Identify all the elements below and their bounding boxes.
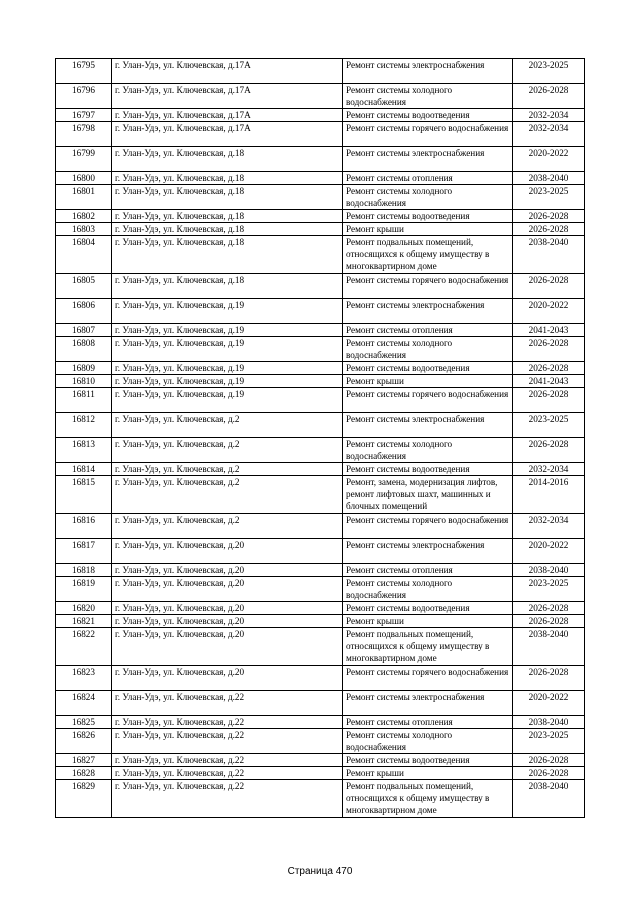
work-type-cell: Ремонт системы электроснабжения (343, 59, 513, 84)
period-cell: 2032-2034 (513, 122, 585, 147)
period-cell: 2038-2040 (513, 236, 585, 274)
table-row (56, 274, 585, 299)
work-type-cell: Ремонт системы электроснабжения (343, 539, 513, 564)
address-cell: г. Улан-Удэ, ул. Ключевская, д.17А (112, 109, 343, 122)
period-cell: 2038-2040 (513, 628, 585, 666)
row-number: 16804 (56, 236, 112, 274)
table-row (56, 476, 585, 514)
work-type-cell: Ремонт системы холодного водоснабжения (343, 84, 513, 109)
address-cell: г. Улан-Удэ, ул. Ключевская, д.22 (112, 767, 343, 780)
table-row (56, 388, 585, 413)
row-number: 16797 (56, 109, 112, 122)
table-row (56, 324, 585, 337)
work-type-cell: Ремонт системы отопления (343, 716, 513, 729)
row-number: 16819 (56, 577, 112, 602)
work-type-cell: Ремонт системы отопления (343, 564, 513, 577)
row-number: 16814 (56, 463, 112, 476)
page-number: Страница 470 (287, 866, 353, 877)
row-number: 16795 (56, 59, 112, 84)
period-cell: 2032-2034 (513, 514, 585, 539)
period-cell: 2026-2028 (513, 223, 585, 236)
row-number: 16818 (56, 564, 112, 577)
row-number: 16799 (56, 147, 112, 172)
row-number: 16822 (56, 628, 112, 666)
period-cell: 2023-2025 (513, 729, 585, 754)
period-cell: 2026-2028 (513, 767, 585, 780)
address-cell: г. Улан-Удэ, ул. Ключевская, д.22 (112, 729, 343, 754)
address-cell: г. Улан-Удэ, ул. Ключевская, д.17А (112, 84, 343, 109)
work-type-cell: Ремонт системы электроснабжения (343, 147, 513, 172)
table-row (56, 539, 585, 564)
work-type-cell: Ремонт системы водоотведения (343, 210, 513, 223)
address-cell: г. Улан-Удэ, ул. Ключевская, д.18 (112, 223, 343, 236)
row-number: 16815 (56, 476, 112, 514)
period-cell: 2041-2043 (513, 324, 585, 337)
work-type-cell: Ремонт системы холодного водоснабжения (343, 438, 513, 463)
row-number: 16802 (56, 210, 112, 223)
period-cell: 2020-2022 (513, 299, 585, 324)
address-cell: г. Улан-Удэ, ул. Ключевская, д.17А (112, 59, 343, 84)
period-cell: 2014-2016 (513, 476, 585, 514)
address-cell: г. Улан-Удэ, ул. Ключевская, д.19 (112, 337, 343, 362)
row-number: 16812 (56, 413, 112, 438)
row-number: 16801 (56, 185, 112, 210)
address-cell: г. Улан-Удэ, ул. Ключевская, д.20 (112, 666, 343, 691)
address-cell: г. Улан-Удэ, ул. Ключевская, д.19 (112, 299, 343, 324)
address-cell: г. Улан-Удэ, ул. Ключевская, д.2 (112, 438, 343, 463)
work-type-cell: Ремонт системы электроснабжения (343, 299, 513, 324)
address-cell: г. Улан-Удэ, ул. Ключевская, д.20 (112, 564, 343, 577)
address-cell: г. Улан-Удэ, ул. Ключевская, д.19 (112, 388, 343, 413)
work-type-cell: Ремонт системы электроснабжения (343, 691, 513, 716)
period-cell: 2023-2025 (513, 413, 585, 438)
address-cell: г. Улан-Удэ, ул. Ключевская, д.17А (112, 122, 343, 147)
table-row (56, 375, 585, 388)
period-cell: 2023-2025 (513, 577, 585, 602)
period-cell: 2032-2034 (513, 109, 585, 122)
table-row (56, 463, 585, 476)
address-cell: г. Улан-Удэ, ул. Ключевская, д.22 (112, 716, 343, 729)
address-cell: г. Улан-Удэ, ул. Ключевская, д.19 (112, 324, 343, 337)
work-type-cell: Ремонт подвальных помещений, относящихся к общему имуществу в многоквартирном доме (343, 628, 513, 666)
work-type-cell: Ремонт системы водоотведения (343, 362, 513, 375)
period-cell: 2020-2022 (513, 691, 585, 716)
work-type-cell: Ремонт системы холодного водоснабжения (343, 185, 513, 210)
work-type-cell: Ремонт системы горячего водоснабжения (343, 122, 513, 147)
work-type-cell: Ремонт системы холодного водоснабжения (343, 729, 513, 754)
address-cell: г. Улан-Удэ, ул. Ключевская, д.22 (112, 780, 343, 818)
address-cell: г. Улан-Удэ, ул. Ключевская, д.18 (112, 210, 343, 223)
row-number: 16800 (56, 172, 112, 185)
table-row (56, 780, 585, 818)
table-row (56, 122, 585, 147)
period-cell: 2032-2034 (513, 463, 585, 476)
work-type-cell: Ремонт системы водоотведения (343, 463, 513, 476)
address-cell: г. Улан-Удэ, ул. Ключевская, д.2 (112, 476, 343, 514)
period-cell: 2038-2040 (513, 716, 585, 729)
period-cell: 2026-2028 (513, 274, 585, 299)
table-row (56, 59, 585, 84)
address-cell: г. Улан-Удэ, ул. Ключевская, д.18 (112, 236, 343, 274)
table-row (56, 147, 585, 172)
row-number: 16825 (56, 716, 112, 729)
work-type-cell: Ремонт системы водоотведения (343, 754, 513, 767)
row-number: 16821 (56, 615, 112, 628)
work-type-cell: Ремонт крыши (343, 375, 513, 388)
row-number: 16798 (56, 122, 112, 147)
table-row (56, 185, 585, 210)
work-type-cell: Ремонт системы электроснабжения (343, 413, 513, 438)
table-row (56, 716, 585, 729)
table-row (56, 754, 585, 767)
table-row (56, 236, 585, 274)
period-cell: 2023-2025 (513, 59, 585, 84)
row-number: 16813 (56, 438, 112, 463)
address-cell: г. Улан-Удэ, ул. Ключевская, д.18 (112, 172, 343, 185)
period-cell: 2038-2040 (513, 780, 585, 818)
table-row (56, 767, 585, 780)
address-cell: г. Улан-Удэ, ул. Ключевская, д.2 (112, 514, 343, 539)
row-number: 16827 (56, 754, 112, 767)
address-cell: г. Улан-Удэ, ул. Ключевская, д.20 (112, 577, 343, 602)
row-number: 16817 (56, 539, 112, 564)
period-cell: 2038-2040 (513, 564, 585, 577)
work-type-cell: Ремонт системы отопления (343, 324, 513, 337)
row-number: 16796 (56, 84, 112, 109)
work-type-cell: Ремонт системы отопления (343, 172, 513, 185)
period-cell: 2026-2028 (513, 84, 585, 109)
row-number: 16811 (56, 388, 112, 413)
row-number: 16807 (56, 324, 112, 337)
table-row (56, 362, 585, 375)
work-type-cell: Ремонт подвальных помещений, относящихся к общему имуществу в многоквартирном доме (343, 780, 513, 818)
period-cell: 2026-2028 (513, 438, 585, 463)
address-cell: г. Улан-Удэ, ул. Ключевская, д.20 (112, 539, 343, 564)
work-type-cell: Ремонт крыши (343, 223, 513, 236)
table-row (56, 84, 585, 109)
period-cell: 2026-2028 (513, 666, 585, 691)
table-row (56, 109, 585, 122)
period-cell: 2026-2028 (513, 615, 585, 628)
work-type-cell: Ремонт системы водоотведения (343, 602, 513, 615)
address-cell: г. Улан-Удэ, ул. Ключевская, д.19 (112, 362, 343, 375)
work-type-cell: Ремонт системы горячего водоснабжения (343, 514, 513, 539)
address-cell: г. Улан-Удэ, ул. Ключевская, д.20 (112, 615, 343, 628)
period-cell: 2038-2040 (513, 172, 585, 185)
row-number: 16809 (56, 362, 112, 375)
work-type-cell: Ремонт системы горячего водоснабжения (343, 388, 513, 413)
period-cell: 2026-2028 (513, 388, 585, 413)
work-type-cell: Ремонт, замена, модернизация лифтов, ремонт лифтовых шахт, машинных и блочных помещений (343, 476, 513, 514)
repair-schedule-table (55, 58, 585, 818)
period-cell: 2026-2028 (513, 362, 585, 375)
work-type-cell: Ремонт системы горячего водоснабжения (343, 274, 513, 299)
row-number: 16805 (56, 274, 112, 299)
table-row (56, 514, 585, 539)
address-cell: г. Улан-Удэ, ул. Ключевская, д.18 (112, 147, 343, 172)
table-row (56, 577, 585, 602)
row-number: 16810 (56, 375, 112, 388)
address-cell: г. Улан-Удэ, ул. Ключевская, д.19 (112, 375, 343, 388)
period-cell: 2026-2028 (513, 337, 585, 362)
address-cell: г. Улан-Удэ, ул. Ключевская, д.2 (112, 413, 343, 438)
work-type-cell: Ремонт крыши (343, 615, 513, 628)
period-cell: 2020-2022 (513, 147, 585, 172)
work-type-cell: Ремонт системы холодного водоснабжения (343, 577, 513, 602)
table-row (56, 691, 585, 716)
address-cell: г. Улан-Удэ, ул. Ключевская, д.22 (112, 691, 343, 716)
table-row (56, 438, 585, 463)
table-row (56, 615, 585, 628)
row-number: 16824 (56, 691, 112, 716)
table-body (56, 59, 585, 818)
row-number: 16803 (56, 223, 112, 236)
work-type-cell: Ремонт подвальных помещений, относящихся к общему имуществу в многоквартирном доме (343, 236, 513, 274)
address-cell: г. Улан-Удэ, ул. Ключевская, д.18 (112, 274, 343, 299)
table-row (56, 602, 585, 615)
address-cell: г. Улан-Удэ, ул. Ключевская, д.2 (112, 463, 343, 476)
row-number: 16828 (56, 767, 112, 780)
period-cell: 2026-2028 (513, 602, 585, 615)
table-row (56, 628, 585, 666)
table-row (56, 337, 585, 362)
work-type-cell: Ремонт крыши (343, 767, 513, 780)
table-row (56, 210, 585, 223)
address-cell: г. Улан-Удэ, ул. Ключевская, д.20 (112, 602, 343, 615)
period-cell: 2041-2043 (513, 375, 585, 388)
row-number: 16829 (56, 780, 112, 818)
row-number: 16826 (56, 729, 112, 754)
work-type-cell: Ремонт системы водоотведения (343, 109, 513, 122)
row-number: 16820 (56, 602, 112, 615)
address-cell: г. Улан-Удэ, ул. Ключевская, д.20 (112, 628, 343, 666)
period-cell: 2020-2022 (513, 539, 585, 564)
table-row (56, 564, 585, 577)
table-row (56, 299, 585, 324)
table-row (56, 223, 585, 236)
table-row (56, 413, 585, 438)
table-row (56, 666, 585, 691)
address-cell: г. Улан-Удэ, ул. Ключевская, д.22 (112, 754, 343, 767)
period-cell: 2023-2025 (513, 185, 585, 210)
work-type-cell: Ремонт системы горячего водоснабжения (343, 666, 513, 691)
row-number: 16823 (56, 666, 112, 691)
row-number: 16808 (56, 337, 112, 362)
row-number: 16816 (56, 514, 112, 539)
table-row (56, 729, 585, 754)
period-cell: 2026-2028 (513, 754, 585, 767)
work-type-cell: Ремонт системы холодного водоснабжения (343, 337, 513, 362)
row-number: 16806 (56, 299, 112, 324)
table-row (56, 172, 585, 185)
address-cell: г. Улан-Удэ, ул. Ключевская, д.18 (112, 185, 343, 210)
period-cell: 2026-2028 (513, 210, 585, 223)
